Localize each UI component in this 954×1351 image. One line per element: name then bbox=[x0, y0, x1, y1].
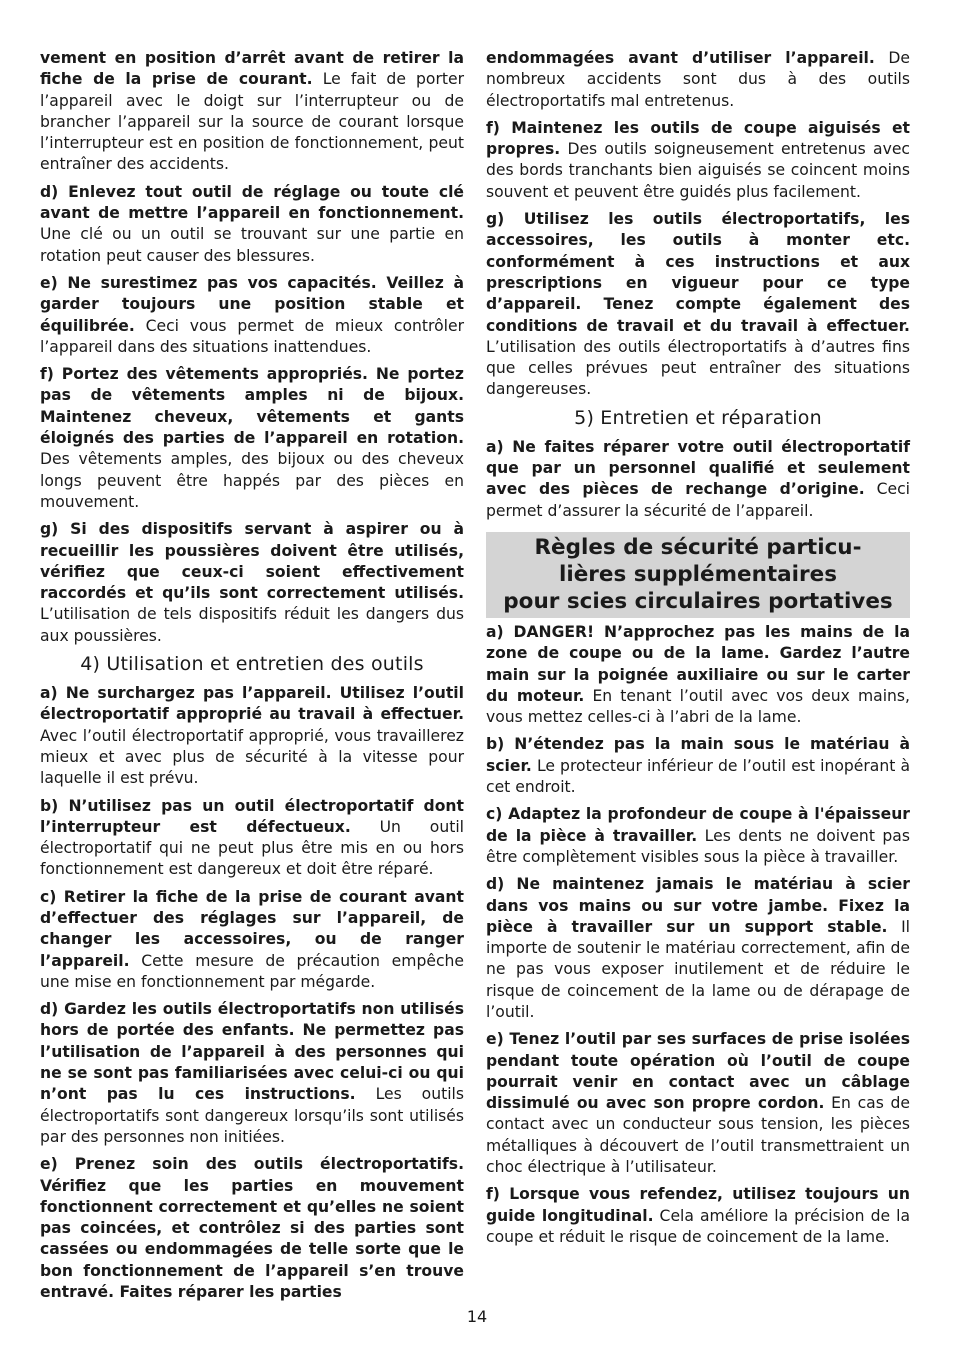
paragraph bbox=[486, 804, 910, 868]
paragraph-body: Avec l’outil électroportatif approprié, vous travaillerez mieux et avec plus de sécurité à la vitesse pour laquelle il est prévu. bbox=[40, 726, 464, 788]
paragraph bbox=[486, 209, 910, 401]
paragraph bbox=[486, 622, 910, 728]
paragraph-body: Le protecteur inférieur de l’outil est inopérant à cet endroit. bbox=[486, 756, 910, 797]
paragraph-lead: b) N’étendez pas la main sous le matériau à scier. bbox=[486, 735, 910, 775]
paragraph bbox=[40, 999, 464, 1148]
paragraph-lead: vement en position d’arrêt avant de retirer la fiche de la prise de courant. bbox=[40, 49, 464, 89]
paragraph-lead: g) Utilisez les outils électroportatifs, les accessoires, les outils à monter etc. conformément à ces instructions et aux prescriptions en vigueur pour ce type d’appareil. Tenez compte également des conditions de travail et du travail à effectuer. bbox=[486, 210, 910, 335]
paragraph-lead: b) N’utilisez pas un outil électroportatif dont l’interrupteur est défectueux. bbox=[40, 796, 464, 836]
paragraph-lead: a) DANGER! N’approchez pas les mains de la zone de coupe ou de la lame. Gardez l’autre main sur la poignée auxiliaire ou sur le carter du moteur. bbox=[486, 622, 910, 705]
paragraph bbox=[486, 1029, 910, 1178]
paragraph bbox=[40, 48, 464, 176]
paragraph bbox=[40, 1154, 464, 1303]
paragraph bbox=[40, 519, 464, 647]
paragraph-lead: d) Gardez les outils électroportatifs non utilisés hors de portée des enfants. Ne permettez pas l’utilisation de l’appareil à des personnes qui ne se sont pas familiarisées avec celui-ci ou qui n’ont pas lu ces instructions. bbox=[40, 1000, 464, 1104]
left-column bbox=[40, 48, 464, 1309]
box-title-line: lières supplémentaires bbox=[558, 561, 838, 587]
paragraph-lead: c) Adaptez la profondeur de coupe à l'épaisseur de la pièce à travailler. bbox=[486, 805, 910, 845]
safety-rules-title-box bbox=[486, 532, 910, 618]
paragraph-lead: f) Lorsque vous refendez, utilisez toujours un guide longitudinal. bbox=[486, 1185, 910, 1225]
paragraph-lead: a) Ne surchargez pas l’appareil. Utilisez l’outil électroportatif approprié au travail à effectuer. bbox=[40, 684, 464, 724]
paragraph-body: De nombreux accidents sont dus à des outils électroportatifs mal entretenus. bbox=[486, 49, 911, 110]
paragraph-body: Ceci permet d’assurer la sécurité de l’appareil. bbox=[486, 480, 910, 520]
paragraph-lead: e) Tenez l’outil par ses surfaces de prise isolées pendant toute opération où l’outil de coupe pourrait venir en contact avec un câblage dissimulé ou avec son propre cordon. bbox=[486, 1030, 910, 1113]
box-title-line: pour scies circulaires portatives bbox=[503, 588, 893, 614]
paragraph bbox=[40, 796, 464, 881]
paragraph bbox=[486, 874, 910, 1023]
paragraph-body: Le fait de porter l’appareil avec le doigt sur l’interrupteur ou de brancher l’appareil sur la source de courant lorsque l’interrupteur est en position de fonctionnement, peut entraîner des accidents. bbox=[40, 70, 464, 174]
paragraph-lead: e) Ne surestimez pas vos capacités. Veillez à garder toujours une position stable et équilibrée. bbox=[40, 273, 464, 335]
paragraph-lead: endommagées avant d’utiliser l’appareil. bbox=[486, 49, 875, 67]
paragraph-body: Des outils soigneusement entretenus avec des bords tranchants bien aiguisés se coincent moins souvent et peuvent être guidés plus facilement. bbox=[486, 140, 910, 201]
paragraph-lead: d) Ne maintenez jamais le matériau à scier dans vos mains ou sur votre jambe. Fixez la pièce à travailler sur un support stable. bbox=[486, 875, 910, 936]
paragraph bbox=[486, 1184, 910, 1248]
paragraph-lead: a) Ne faites réparer votre outil électroportatif que par un personnel qualifié et seulement avec des pièces de rechange d’origine. bbox=[486, 437, 910, 499]
paragraph-body: Ceci vous permet de mieux contrôler l’appareil dans des situations inattendues. bbox=[40, 316, 464, 356]
section-heading: 4) Utilisation et entretien des outils bbox=[80, 653, 424, 676]
paragraph-body: Cette mesure de précaution empêche une mise en fonctionnement par mégarde. bbox=[40, 951, 464, 991]
paragraph bbox=[486, 734, 910, 798]
paragraph-lead: f) Maintenez les outils de coupe aiguisés et propres. bbox=[486, 118, 910, 159]
paragraph-body: Les dents ne doivent pas être complètement visibles sous la pièce à travailler. bbox=[486, 826, 910, 866]
paragraph-body: Une clé ou un outil se trouvant sur une partie en rotation peut causer des blessures. bbox=[40, 225, 464, 265]
paragraph-body: L’utilisation de tels dispositifs réduit les dangers dus aux poussières. bbox=[40, 605, 464, 645]
box-title-line: Règles de sécurité particu- bbox=[534, 534, 862, 560]
paragraph-body: Des vêtements amples, des bijoux ou des cheveux longs peuvent être happés par des pièces en mouvement. bbox=[40, 450, 464, 511]
paragraph-body: Les outils électroportatifs sont dangereux lorsqu’ils sont utilisés par des personnes non initiées. bbox=[40, 1085, 465, 1146]
paragraph bbox=[40, 364, 464, 513]
paragraph bbox=[40, 683, 464, 789]
paragraph-lead: c) Retirer la fiche de la prise de courant avant d’effectuer des réglages sur l’appareil, de changer les accessoires, ou de ranger l’appareil. bbox=[40, 887, 464, 970]
page-number: 14 bbox=[466, 1307, 488, 1326]
paragraph bbox=[486, 48, 910, 112]
paragraph bbox=[40, 887, 464, 993]
paragraph-body: Cela améliore la précision de la coupe et réduit le risque de coincement de la lame. bbox=[486, 1206, 910, 1246]
paragraph bbox=[40, 273, 464, 358]
paragraph-body: L’utilisation des outils électroportatifs à d’autres fins que celles prévues peut entraîner des situations dangereuses. bbox=[486, 337, 910, 399]
right-column bbox=[486, 48, 910, 1254]
paragraph bbox=[486, 118, 910, 203]
paragraph-lead: f) Portez des vêtements appropriés. Ne portez pas de vêtements amples ni de bijoux. Maintenez cheveux, vêtements et gants éloignés des parties de l’appareil en rotation. bbox=[40, 365, 464, 448]
paragraph-lead: g) Si des dispositifs servant à aspirer ou à recueillir les poussières doivent être utilisés, vérifiez que ceux-ci soient effectivement raccordés et qu’ils sont correctement utilisés. bbox=[40, 520, 464, 603]
paragraph-body: En cas de contact avec un conducteur sous tension, les pièces métalliques à découvert de l’outil transmettraient un choc électrique à l’utilisateur. bbox=[486, 1094, 910, 1177]
paragraph-body: Il importe de soutenir le matériau correctement, afin de ne pas vous exposer inutilement et de réduire le risque de coincement de la lame ou de dérapage de l’outil. bbox=[486, 917, 911, 1021]
paragraph bbox=[40, 182, 464, 267]
paragraph-lead: e) Prenez soin des outils électroportatifs. Vérifiez que les parties en mouvement fonctionnent correctement et qu’elles ne soient pas coincées, et contrôlez si des parties sont cassées ou endommagées de telle sorte que le bon fonctionnement de l’appareil s’en trouve entravé. Faites réparer les parties bbox=[40, 1155, 464, 1302]
paragraph-body: Un outil électroportatif qui ne peut plus être mis en ou hors fonctionnement est dangereux et doit être réparé. bbox=[40, 817, 464, 879]
paragraph-body: En tenant l’outil avec vos deux mains, vous mettez celles-ci à l’abri de la lame. bbox=[486, 686, 910, 727]
paragraph-lead: d) Enlevez tout outil de réglage ou toute clé avant de mettre l’appareil en fonctionnement. bbox=[40, 182, 464, 223]
section-heading: 5) Entretien et réparation bbox=[574, 406, 822, 429]
paragraph bbox=[486, 437, 910, 522]
